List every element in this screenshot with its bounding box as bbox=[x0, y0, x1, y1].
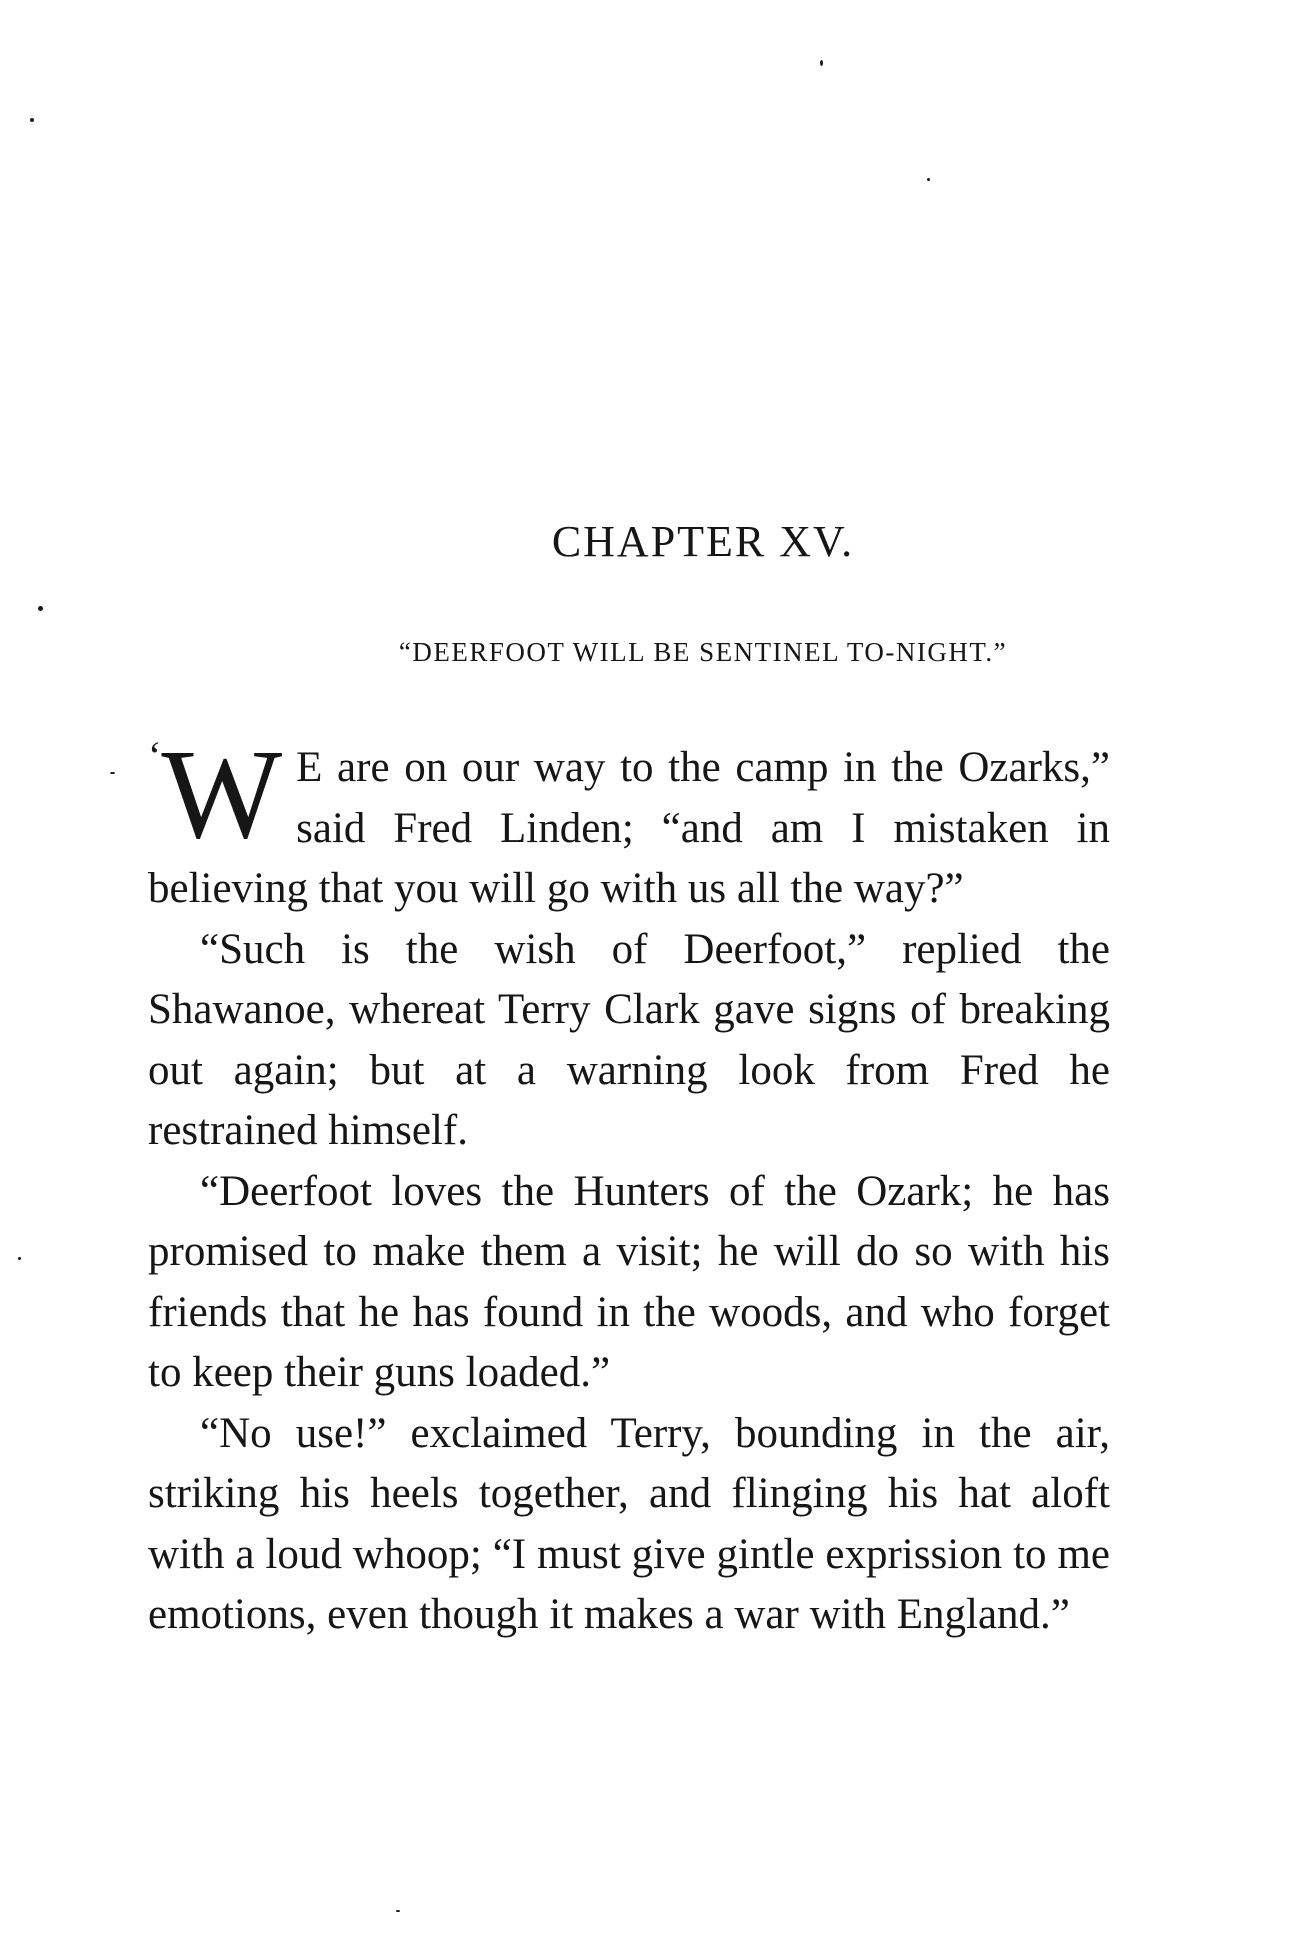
scan-speck bbox=[110, 772, 115, 774]
opening-quote: ‘ bbox=[148, 733, 162, 778]
drop-cap-letter: W bbox=[161, 723, 283, 865]
scan-speck bbox=[30, 118, 34, 122]
scan-speck bbox=[820, 60, 823, 66]
chapter-subtitle: “DEERFOOT WILL BE SENTINEL TO-NIGHT.” bbox=[398, 637, 1008, 667]
chapter-title: CHAPTER XV. bbox=[551, 517, 855, 566]
scan-speck bbox=[396, 1910, 400, 1912]
scan-speck bbox=[38, 606, 43, 611]
paragraph-3: “Deerfoot loves the Hunters of the Ozark; he has promised to make them a visit; he will do so with his friends that he has found in the woods, and who forget to keep their guns loaded.” bbox=[148, 1167, 1110, 1396]
drop-cap-block bbox=[148, 723, 283, 865]
paragraph-4: “No use!” exclaimed Terry, bounding in the air, striking his heels together, and flinging his hat aloft with a loud whoop; “I must give gintle exprission to me emotions, even though it makes a war with England.” bbox=[148, 1409, 1110, 1638]
scan-speck bbox=[927, 178, 930, 181]
paragraph-1 bbox=[148, 723, 1110, 920]
paragraph-2: “Such is the wish of Deerfoot,” replied the Shawanoe, whereat Terry Clark gave signs of breaking out again; but at a warning look from Fred he restrained himself. bbox=[148, 925, 1110, 1154]
paragraph-1-text: E are on our way to the camp in the Ozarks,” said Fred Linden; “and am I mistaken in believing that you will go with us all the way?” bbox=[148, 744, 1110, 912]
scan-speck bbox=[18, 1257, 21, 1260]
chapter-body bbox=[148, 723, 1110, 1646]
